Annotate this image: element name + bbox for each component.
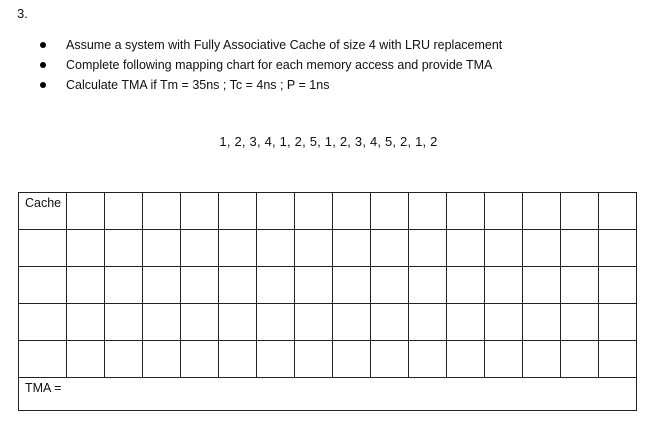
cache-slot-cell[interactable] [295,230,333,267]
cache-slot-cell[interactable] [447,267,485,304]
row-label-cell [19,230,67,267]
bullet-dot-icon [40,62,46,68]
cache-slot-cell[interactable] [447,230,485,267]
cache-slot-cell[interactable] [409,193,447,230]
cache-slot-cell[interactable] [561,230,599,267]
cache-slot-cell[interactable] [67,230,105,267]
row-label-cell [19,304,67,341]
cache-slot-cell[interactable] [181,341,219,378]
cache-slot-cell[interactable] [181,267,219,304]
table-row [19,267,637,304]
bullet-item-mapping-chart [40,55,502,75]
cache-slot-cell[interactable] [295,304,333,341]
cache-slot-cell[interactable] [409,267,447,304]
cache-slot-cell[interactable] [257,304,295,341]
cache-slot-cell[interactable] [561,304,599,341]
cache-slot-cell[interactable] [105,304,143,341]
question-number: 3. [17,6,28,21]
cache-slot-cell[interactable] [181,193,219,230]
table-row [19,304,637,341]
cache-slot-cell[interactable] [599,341,637,378]
cache-slot-cell[interactable] [67,304,105,341]
instruction-list [40,35,502,95]
cache-slot-cell[interactable] [105,341,143,378]
cache-slot-cell[interactable] [371,230,409,267]
cache-slot-cell[interactable] [333,230,371,267]
cache-slot-cell[interactable] [67,267,105,304]
cache-slot-cell[interactable] [295,267,333,304]
cache-slot-cell[interactable] [105,267,143,304]
cache-slot-cell[interactable] [219,267,257,304]
cache-slot-cell[interactable] [371,193,409,230]
cache-slot-cell[interactable] [409,341,447,378]
cache-mapping-table [18,192,637,411]
table-row [19,230,637,267]
cache-slot-cell[interactable] [67,193,105,230]
cache-slot-cell[interactable] [143,193,181,230]
row-label-cell [19,267,67,304]
cache-slot-cell[interactable] [143,341,181,378]
cache-slot-cell[interactable] [257,267,295,304]
cache-slot-cell[interactable] [561,267,599,304]
memory-access-sequence: 1, 2, 3, 4, 1, 2, 5, 1, 2, 3, 4, 5, 2, 1, 2 [219,134,438,149]
cache-slot-cell[interactable] [561,341,599,378]
tma-row [19,378,637,411]
cache-slot-cell[interactable] [295,193,333,230]
cache-slot-cell[interactable] [371,341,409,378]
table-row [19,341,637,378]
bullet-item-calculate-tma [40,75,502,95]
cache-slot-cell[interactable] [599,304,637,341]
bullet-text: Complete following mapping chart for each memory access and provide TMA [66,58,493,72]
cache-slot-cell[interactable] [447,341,485,378]
cache-slot-cell[interactable] [67,341,105,378]
cache-slot-cell[interactable] [371,304,409,341]
bullet-dot-icon [40,82,46,88]
cache-slot-cell[interactable] [219,193,257,230]
cache-slot-cell[interactable] [257,193,295,230]
cache-slot-cell[interactable] [333,193,371,230]
cache-slot-cell[interactable] [561,193,599,230]
cache-slot-cell[interactable] [333,304,371,341]
cache-slot-cell[interactable] [333,341,371,378]
cache-slot-cell[interactable] [219,230,257,267]
cache-slot-cell[interactable] [181,230,219,267]
cache-slot-cell[interactable] [523,304,561,341]
cache-slot-cell[interactable] [485,304,523,341]
cache-slot-cell[interactable] [447,193,485,230]
cache-slot-cell[interactable] [105,230,143,267]
bullet-text: Calculate TMA if Tm = 35ns ; Tc = 4ns ; P = 1ns [66,78,330,92]
bullet-item-cache-assumption [40,35,502,55]
cache-slot-cell[interactable] [447,304,485,341]
cache-slot-cell[interactable] [599,193,637,230]
cache-header-label: Cache [19,193,67,230]
cache-slot-cell[interactable] [333,267,371,304]
bullet-text: Assume a system with Fully Associative Cache of size 4 with LRU replacement [66,38,503,52]
cache-slot-cell[interactable] [599,267,637,304]
tma-label: TMA = [19,378,637,411]
cache-slot-cell[interactable] [485,193,523,230]
cache-slot-cell[interactable] [257,230,295,267]
cache-slot-cell[interactable] [181,304,219,341]
bullet-dot-icon [40,42,46,48]
row-label-cell [19,341,67,378]
cache-slot-cell[interactable] [143,304,181,341]
cache-slot-cell[interactable] [295,341,333,378]
cache-slot-cell[interactable] [219,304,257,341]
cache-slot-cell[interactable] [143,267,181,304]
cache-slot-cell[interactable] [523,341,561,378]
cache-slot-cell[interactable] [523,193,561,230]
cache-slot-cell[interactable] [257,341,295,378]
cache-slot-cell[interactable] [409,230,447,267]
cache-slot-cell[interactable] [599,230,637,267]
cache-slot-cell[interactable] [523,230,561,267]
cache-slot-cell[interactable] [485,267,523,304]
cache-slot-cell[interactable] [485,230,523,267]
cache-slot-cell[interactable] [485,341,523,378]
table-row [19,193,637,230]
cache-slot-cell[interactable] [371,267,409,304]
cache-slot-cell[interactable] [219,341,257,378]
cache-slot-cell[interactable] [105,193,143,230]
cache-slot-cell[interactable] [143,230,181,267]
cache-slot-cell[interactable] [409,304,447,341]
cache-slot-cell[interactable] [523,267,561,304]
